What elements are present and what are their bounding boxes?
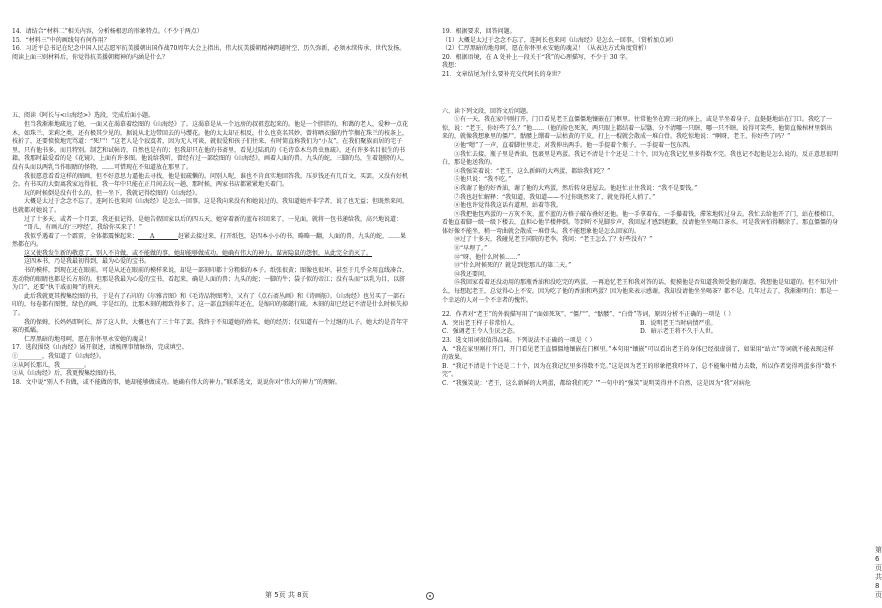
passage-paragraph: ⑦我也赶忙解释：“我知道，我知道——不过你既然来了，就免得托人捎了。” xyxy=(454,193,656,201)
option-a[interactable]: A．“我在家里刚打开门，开门看见老王直僵僵地镶嵌在门框里。”本句用“镶嵌”可以看出老王的身体已经很虚弱了，如果用“站立”等词就不能表现这样的效果。 xyxy=(442,345,834,362)
question-19: 19．根据要求，回答问题。 xyxy=(442,28,516,35)
left-column xyxy=(12,28,408,387)
question-15: 15．“材料三”中的画线句有何作用？ xyxy=(12,36,110,44)
option-d[interactable]: D．暗示老王将不久于人世。 xyxy=(640,328,717,336)
q20-answer-label: 我想： xyxy=(442,62,461,70)
left-page xyxy=(0,0,430,608)
passage-paragraph: 此后我就更其搜集绘图的书，于是有了石印的《尔雅音图》和《毛诗品物图考》，又有了《点石斋丛画》和《诗画舫》。《山海经》也另买了一部石印的，每卷都有图赞，绿色的画，字是红的，比那木刻的精致得多了。这一部直到前年还在，是缩印的郝懿行疏。木刻的却已经记不清是什么时候失掉了。 xyxy=(12,292,409,318)
option-b[interactable]: B．说明老王当时病情严重。 xyxy=(640,319,717,327)
passage-text: 我似乎遇着了一个霹雳，全体都震悚起来； xyxy=(24,232,139,240)
right-page xyxy=(430,0,882,608)
passage-paragraph: ⑤他只说：“我不吃。” xyxy=(454,176,512,184)
passage-paragraph: 玩的时候倒是没有什么的，但一坐下，我就记得绘图的《山海经》。 xyxy=(24,189,202,197)
passage-text: 赶紧去接过来，打开纸包，是四本小小的书，略略一翻，人面的兽，九头的蛇，……果然都在内。 xyxy=(12,232,407,249)
underlined-sentence: 这又使我发生新的敬意了，别人不肯做，或不能做的事，她却能够做成功。她确有伟大的神力。谋害隐鼠的怨恨，从此完全消灭了。 xyxy=(24,249,373,257)
passage-paragraph: 大概是太过于念念不忘了，连阿长也来问《山海经》是怎么一回事。这是我向来没有和她说过的，我知道她并非学者，说了也无益；但既然来问，也就都对她说了。 xyxy=(12,198,409,214)
passage-paragraph xyxy=(12,233,408,250)
passage-paragraph: “哥儿，有画儿的‘三哼经’，我给你买来了！” xyxy=(24,224,142,232)
q17-item: ②从阿长那儿，我________。 xyxy=(12,361,91,369)
passage-paragraph: 这四本书，乃是我最初得到，最为心爱的宝书。 xyxy=(24,258,151,266)
passage-paragraph: ⑭我还要问， xyxy=(454,270,491,278)
passage-paragraph: 仁厚黑暗的地母呵，愿在你怀里永安她的魂灵！ xyxy=(24,335,151,343)
q19-item: （2）仁厚黑暗的地母呵，愿在你怀里永安她的魂灵！（从表达方式角度赏析） xyxy=(442,45,650,53)
passage-paragraph: ⑫“呀，他什么时候……” xyxy=(454,253,521,261)
q19-item: （1）大概是太过于念念不忘了，连阿长也来问《山海经》是怎么一回事。（赏析加点词） xyxy=(442,36,677,44)
passage-paragraph: ①有一天，我在家中刚打开，门口看见老王直僵僵地镶嵌在门框里。往常他坐在蹬三轮的座上，或是半坐着身子，直挺挺地站在门口。我吃了一惊，说：“老王，你好些了么？”他……（他的脸色死灰，两只眼上都结着一层翳，分不清哪一只瞎、哪一只不瞎。说得可笑些，他简直像棺材里倒出来的，就像我想象里的僵尸，骷髅上绷着一层枯黄的干皮，打上一棍就会散成一堆白骨。我吃惊地说：“啊呀，老王，你好些了吗？” xyxy=(442,116,833,141)
passage-paragraph: 我很愿意看看这样的图画，但不好意思力逼他去寻找，他是很疏懒的。问别人呢，谁也不肯真实地回答我。压岁钱还有几百文，买罢，又没有好机会。有书买的大街离我家远得很，我一年中只能在正月间去玩一趟，那时候，两家书店都紧紧地关着门。 xyxy=(12,172,409,189)
answer-space xyxy=(442,80,838,102)
question-18: 18．文中说“别人不肯做，或不能做的事，她却能够做成功。她确有伟大的神力。”联系选文，说说你对“伟大的神力”的理解。 xyxy=(12,378,341,386)
passage-paragraph: ⑮我回家看着还没动用的那瓶香油和没吃完的鸡蛋，一再追忆老王和我对答的话，捉摸他是否知道我领受他的谢意。我想他是知道的。但不知为什么，每想起老王，总觉得心上不安。因为吃了他的香油和鸡蛋？因为他来表示感谢，我却没请他坐坐喝茶？都不是。几年过去了，我渐渐明白：那是一个幸运的人对一个不幸者的愧怍。 xyxy=(442,279,839,304)
question-21: 21．文章结尾为什么要补充交代阿长的身世？ xyxy=(442,70,564,78)
passage-paragraph: 我的保姆，长妈妈即阿长，辞了这人世，大概也有了三十年了罢。我终于不知道她的姓名，她的经历；仅知道有一个过继的儿子，她大约是青年守寡的孤孀。 xyxy=(12,318,409,335)
page-number-right: 第 6页 共 8页 xyxy=(875,546,882,599)
passage-paragraph: ⑬“什么时候死的？就是到您那儿的第二天。” xyxy=(454,262,572,270)
passage-paragraph: ⑨我把他包鸡蛋的一方灰不灰、蓝不蓝的方格子破布叠好还他。他一手拿着布，一手攥着钱，滞笨地转过身去。我忙去给他开了门，站在楼梯口，看他直着脚一级一级下楼去，直担心他半楼摔倒。等到听不见脚步声，我回屋才感到抱歉，没请他坐坐喝口茶水。可是我害怕得糊涂了。那直僵僵的身体好像不能坐，稍一弯曲就会散成一堆骨头。我不能想象他是怎么回家的。 xyxy=(442,210,839,235)
q22-options xyxy=(442,320,838,337)
answer-space xyxy=(12,62,408,106)
section-6-title: 六、读下列文段，回答文后问题。 xyxy=(442,107,533,115)
page-number-left: 第 5页 共 8页 xyxy=(265,591,309,599)
passage-paragraph: 过了十多天，或者一个月罢，我还很记得，是她告假回家以后的四五天，她穿着新的蓝布衫回来了，一见面，就将一包书递给我，高兴地说道： xyxy=(24,215,403,223)
right-column xyxy=(442,28,838,389)
question-20: 20．根据语境，在 A 处补上一段关于“我”的心理描写，不少于 30 字。 xyxy=(442,53,632,61)
passage-paragraph: ②他“嗯”了一声，直着脚往里走，对我伸出两手。他一手提着个瓶子，一手提着一包东西。 xyxy=(454,141,695,149)
question-17: 17．选段围绕《山海经》展开叙述，请梳理事情脉络，完成填空。 xyxy=(12,344,188,352)
passage-paragraph: ④我强笑着说：“老王，这么新鲜的大鸡蛋，都给我们吃？” xyxy=(454,167,611,175)
passage-paragraph: ③我忙去接，瓶子里是香油，包裹里是鸡蛋。我记不清是十个还是二十个，因为在我记忆里多得数不完。我也记不起他是怎么说的，反正意思很明白，那是他送我的。 xyxy=(442,150,839,167)
question-16: 16．习近平总书记在纪念中国人民志愿军抗美援朝出国作战70周年大会上指出，伟大抗美援朝精神跨越时空、历久弥新，必须永续传承、世代发扬。阅读上面三则材料后，你觉得抗美援朝精神的内涵是什么？ xyxy=(12,45,406,61)
question-23: 23．选文用词很值得品味。下列说法不正确的一项是（ ） xyxy=(442,337,596,344)
option-c[interactable]: C．强调老王令人生厌之态。 xyxy=(442,328,519,336)
passage-paragraph: 但当我渐渐地疏远了她，一面又在渴慕着绘图的《山海经》了。这渴慕是从一个远房的叔祖惹起来的。他是一个胖胖的，和蔼的老人，爱种一点花木，如珠兰、茉莉之类，还有极其少见的，据说从北边带回去的马缨花。他的太太却正相反，什么也莫名其妙，曾将晒衣服的竹竿搁在珠兰的枝条上，枝折了，还要愤愤地咒骂道：“死尸！”这老人是个寂寞者，因为无人可谈，就很爱和孩子们往来，有时简直称我们为“小友”。在我们聚族而居的宅子里，只有他书多，而且特别。制艺和试帖诗，自然也是有的；但我却只在他的书斋里，看见过陆玑的《毛诗草木鸟兽虫鱼疏》，还有许多名目很生的书籍。我那时最爱看的是《花镜》，上面有许多图。他说给我听，曾经有过一部绘图的《山海经》，画着人面的兽，九头的蛇，三脚的鸟，生着翅膀的人，没有头而以两乳当作眼睛的怪物，……可惜现在不知道放在那里了。 xyxy=(12,120,409,171)
option-a[interactable]: A．突出老王样子非常怕人。 xyxy=(442,319,519,327)
section-5-title: 五、阅读《阿长与<山海经>》选段，完成后面小题。 xyxy=(12,112,155,120)
q17-item: ③从《山海经》后，我更搜集绘图的书。 xyxy=(12,370,121,378)
q17-item: ①________，我知道了《山海经》。 xyxy=(12,353,106,360)
option-c[interactable]: C．“我强笑说：‘老王，这么新鲜的大鸡蛋，都给我们吃？’”一句中的“强笑”说明笑得并不自然，这是因为“我”对病危 xyxy=(442,379,751,387)
question-22: 22．作者对“老王”的外貌描写用了“面如死灰”、“僵尸”、“骷髅”、“白骨”等词，原因分析不正确的一项是（ ） xyxy=(442,311,735,319)
question-14: 14．请结合“材料二”相关内容，分析杨根思的形象特点。（不少于两点） xyxy=(12,28,203,35)
passage-paragraph: ⑪“早埋了。” xyxy=(454,245,488,253)
passage-paragraph: ⑩过了十多天，我碰见老王同院的老李。我问：“老王怎么了？好些没有？” xyxy=(454,236,653,244)
passage-paragraph: 书的模样，到现在还在眼前。可是从还在眼前的模样来说，却是一部刻印都十分粗拙的本子。纸张很黄；图像也很坏，甚至于几乎全用直线凑合，连动物的眼睛也都是长方形的。但那是我最为心爱的宝书，看起来，确是人面的兽；九头的蛇；一脚的牛；袋子似的帝江；没有头而“以乳为目，以脐为口”，还要“执干戚而舞”的刑天。 xyxy=(12,267,409,292)
option-b[interactable]: B．“我记不清是十个还是二十个，因为在我记忆里多得数不完。”这是因为老王的形象把我吓坏了，总不能集中精力去数，所以作者觉得鸡蛋多得“数不完”。 xyxy=(442,362,837,379)
passage-paragraph: ⑧他也许觉得我这话有道理，站着等我。 xyxy=(454,202,563,210)
answer-blank-a[interactable]: A xyxy=(138,233,178,240)
passage-paragraph: ⑥我谢了他的好香油，谢了他的大鸡蛋，然后转身进屋去。他赶忙止住我说：“我不是要钱。” xyxy=(454,184,698,192)
